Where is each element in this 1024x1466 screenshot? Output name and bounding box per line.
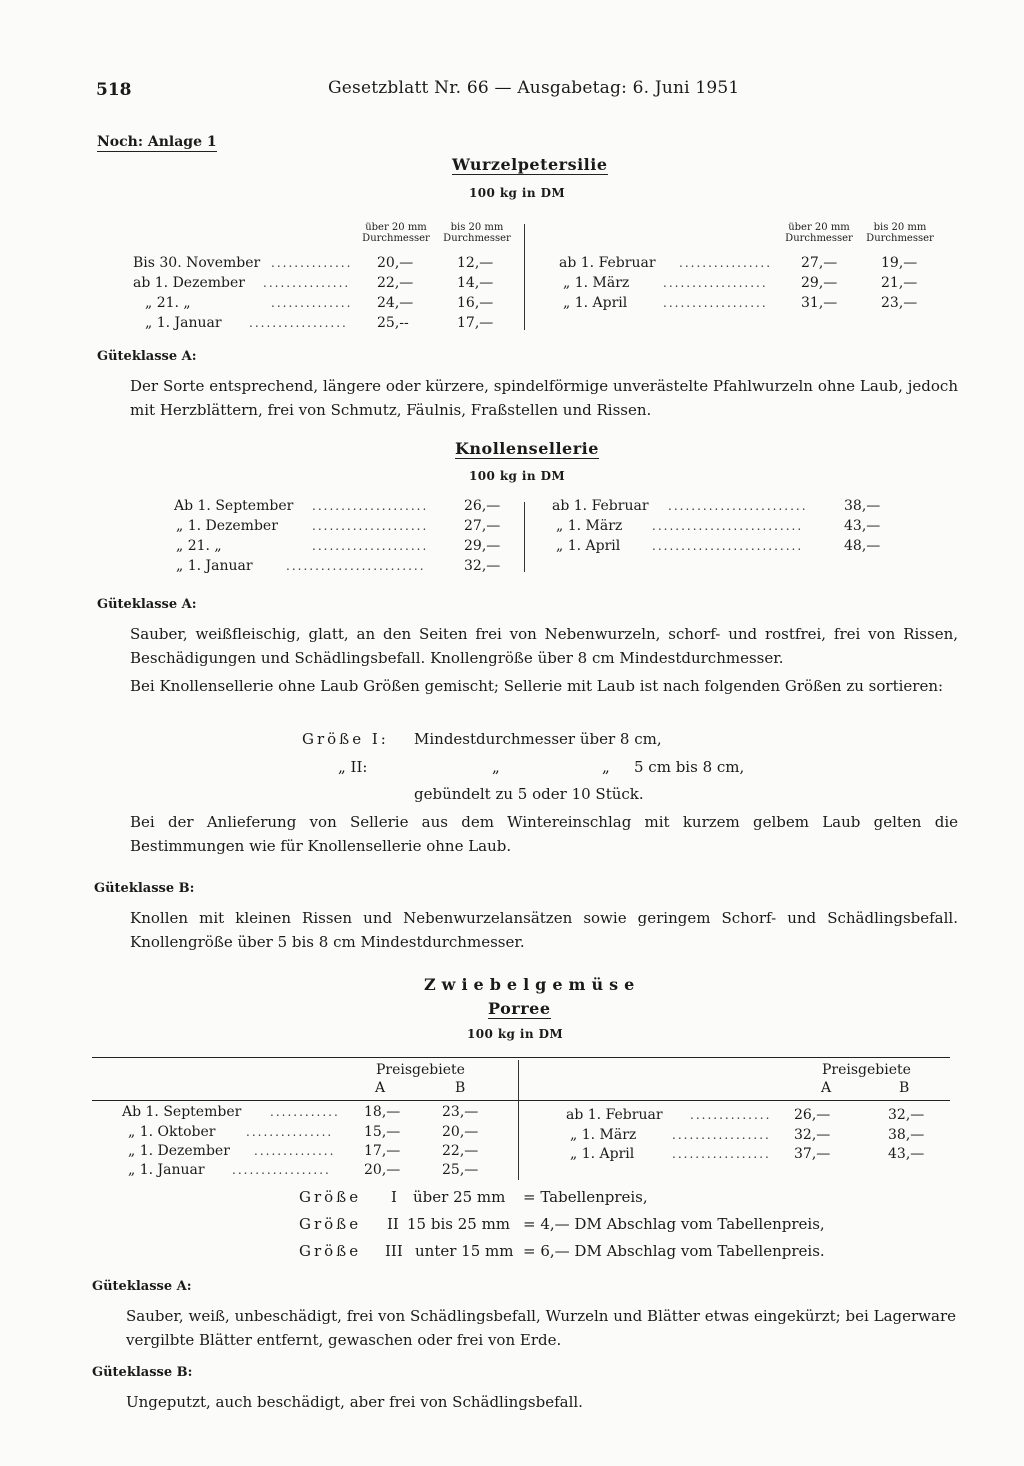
knollensellerie-grade-a-text1: Sauber, weißfleischig, glatt, an den Seiten frei von Nebenwurzeln, schorf- und rostfrei, frei von Rissen, Beschädigungen und Schädlingsbefall. Knollengröße über 8 cm Mindestdurchmesser. xyxy=(130,625,958,667)
leader-dots: ........................ xyxy=(286,559,426,573)
leader-dots: .................... xyxy=(312,519,429,533)
price-over: 20,— xyxy=(377,255,414,271)
size-class: II xyxy=(387,1215,399,1233)
price-a: 20,— xyxy=(364,1162,401,1178)
leader-dots: ................. xyxy=(232,1163,331,1177)
table-row xyxy=(133,274,503,293)
table-row xyxy=(122,1161,502,1180)
leader-dots: .................... xyxy=(312,499,429,513)
table-row xyxy=(552,537,892,556)
table-row xyxy=(552,497,892,516)
size-class: I xyxy=(391,1188,397,1206)
knollensellerie-grade-a-text2: Bei Knollensellerie ohne Laub Größen gemischt; Sellerie mit Laub ist nach folgenden Größen zu sortieren: xyxy=(130,677,944,695)
row-label: „ 1. März xyxy=(563,275,630,291)
porree-unit: 100 kg in DM xyxy=(467,1027,564,1041)
table-row xyxy=(566,1145,946,1164)
size-label: Größe xyxy=(299,1215,362,1233)
leader-dots: ................. xyxy=(672,1128,771,1142)
table-row xyxy=(559,294,939,313)
leader-dots: .................. xyxy=(663,296,768,310)
size-bundle-text: gebündelt zu 5 oder 10 Stück. xyxy=(414,785,644,803)
table-row xyxy=(559,274,939,293)
porree-title: Porree xyxy=(488,999,551,1018)
table-row xyxy=(174,557,504,576)
annex-label: Noch: Anlage 1 xyxy=(97,134,217,150)
size-range: 15 bis 25 mm xyxy=(407,1215,511,1233)
row-label: „ 1. April xyxy=(563,295,628,311)
price-b: 22,— xyxy=(442,1143,479,1159)
price: 43,— xyxy=(844,518,881,534)
wurzelpetersilie-grade-a-text: Der Sorte entsprechend, längere oder kürzere, spindelförmige unverästelte Pfahlwurzeln ohne Laub, jedoch mit Herzblättern, frei von Schmutz, Fäulnis, Fraßstellen und Rissen. xyxy=(130,377,958,419)
size-label: Größe I: xyxy=(302,730,389,748)
row-label: „ 1. März xyxy=(556,518,623,534)
row-label: Ab 1. September xyxy=(174,498,294,514)
price-areas-right: Preisgebiete xyxy=(822,1062,911,1078)
row-label: „ 1. Januar xyxy=(145,315,222,331)
table-row xyxy=(122,1142,502,1161)
size-class: III xyxy=(385,1242,403,1260)
leader-dots: .......................... xyxy=(652,539,804,553)
leader-dots: ............ xyxy=(270,1105,340,1119)
price: 26,— xyxy=(464,498,501,514)
price-over: 29,— xyxy=(801,275,838,291)
page-number: 518 xyxy=(96,80,132,100)
price-over: 24,— xyxy=(377,295,414,311)
size-2-ditto-1: „ xyxy=(492,758,500,776)
leader-dots: .................... xyxy=(312,539,429,553)
row-label: ab 1. Februar xyxy=(566,1107,663,1123)
leader-dots: ................. xyxy=(249,316,348,330)
leader-dots: ............... xyxy=(263,276,351,290)
price-under: 12,— xyxy=(457,255,494,271)
row-label: „ 21. „ xyxy=(145,295,191,311)
price-area-b-right: B xyxy=(899,1080,910,1096)
column-divider xyxy=(524,224,525,330)
knollensellerie-grade-b-text: Knollen mit kleinen Rissen und Nebenwurzelansätzen sowie geringem Schorf- und Schädlingsbefall. Knollengröße über 5 bis 8 cm Mindestdurchmesser. xyxy=(130,909,958,951)
table-row xyxy=(174,517,504,536)
size-range: über 25 mm xyxy=(413,1188,506,1206)
col-header-over-20mm-right: über 20 mm Durchmesser xyxy=(785,222,853,244)
size-2-text: 5 cm bis 8 cm, xyxy=(634,758,745,776)
page-header-title: Gesetzblatt Nr. 66 — Ausgabetag: 6. Juni 1951 xyxy=(328,78,740,98)
table-row xyxy=(133,314,503,333)
size-2-ditto-2: „ xyxy=(602,758,610,776)
row-label: „ 1. Oktober xyxy=(128,1124,216,1140)
price-under: 17,— xyxy=(457,315,494,331)
column-divider xyxy=(518,1060,519,1180)
row-label: ab 1. Februar xyxy=(552,498,649,514)
size-result: = Tabellenpreis, xyxy=(523,1188,648,1206)
size-result: = 4,— DM Abschlag vom Tabellenpreis, xyxy=(523,1215,825,1233)
leader-dots: .............. xyxy=(271,296,353,310)
knollensellerie-grade-b-label: Güteklasse B: xyxy=(94,881,195,896)
wurzelpetersilie-grade-a-label: Güteklasse A: xyxy=(97,349,197,364)
porree-size-row-2 xyxy=(299,1215,825,1233)
table-row xyxy=(133,254,503,273)
price-under: 23,— xyxy=(881,295,918,311)
table-row xyxy=(133,294,503,313)
price-under: 16,— xyxy=(457,295,494,311)
col-header-under-20mm: bis 20 mm Durchmesser xyxy=(443,222,511,244)
leader-dots: ................. xyxy=(672,1147,771,1161)
table-row xyxy=(552,517,892,536)
leader-dots: .............. xyxy=(271,256,353,270)
price-b: 32,— xyxy=(888,1107,925,1123)
row-label: ab 1. Dezember xyxy=(133,275,245,291)
price: 38,— xyxy=(844,498,881,514)
size-label: Größe xyxy=(299,1188,362,1206)
price: 32,— xyxy=(464,558,501,574)
row-label: „ 1. Januar xyxy=(176,558,253,574)
table-row xyxy=(174,537,504,556)
price-area-a-left: A xyxy=(375,1080,386,1096)
knollensellerie-grade-a-label: Güteklasse A: xyxy=(97,597,197,612)
table-row xyxy=(566,1106,946,1125)
porree-size-row-1 xyxy=(299,1188,648,1206)
row-label: Ab 1. September xyxy=(122,1104,242,1120)
price-b: 43,— xyxy=(888,1146,925,1162)
table-row xyxy=(122,1123,502,1142)
price-a: 18,— xyxy=(364,1104,401,1120)
price-a: 37,— xyxy=(794,1146,831,1162)
size-range: unter 15 mm xyxy=(415,1242,514,1260)
leader-dots: ............... xyxy=(246,1125,334,1139)
column-divider xyxy=(524,502,525,572)
price-area-b-left: B xyxy=(455,1080,466,1096)
price-a: 17,— xyxy=(364,1143,401,1159)
size-1-label xyxy=(302,730,389,748)
price-over: 31,— xyxy=(801,295,838,311)
price-a: 15,— xyxy=(364,1124,401,1140)
col-header-under-20mm-right: bis 20 mm Durchmesser xyxy=(866,222,934,244)
price-b: 25,— xyxy=(442,1162,479,1178)
wurzelpetersilie-unit: 100 kg in DM xyxy=(469,186,566,200)
row-label: „ 1. Dezember xyxy=(128,1143,230,1159)
porree-grade-a-text: Sauber, weiß, unbeschädigt, frei von Schädlingsbefall, Wurzeln und Blätter etwas eingekürzt; bei Lagerware vergilbte Blätter entfernt, gewaschen oder frei von Erde. xyxy=(126,1307,956,1349)
price: 27,— xyxy=(464,518,501,534)
size-label: Größe xyxy=(299,1242,362,1260)
row-label: „ 1. April xyxy=(570,1146,635,1162)
row-label: Bis 30. November xyxy=(133,255,261,271)
table-header-rule xyxy=(92,1100,950,1101)
price: 48,— xyxy=(844,538,881,554)
price-over: 22,— xyxy=(377,275,414,291)
porree-grade-b-text: Ungeputzt, auch beschädigt, aber frei von Schädlingsbefall. xyxy=(126,1393,583,1411)
porree-size-row-3 xyxy=(299,1242,825,1260)
col-header-over-20mm: über 20 mm Durchmesser xyxy=(362,222,430,244)
row-label: „ 21. „ xyxy=(176,538,222,554)
knollensellerie-grade-a-text3: Bei der Anlieferung von Sellerie aus dem Wintereinschlag mit kurzem gelbem Laub gelten die Bestimmungen wie für Knollensellerie ohne Laub. xyxy=(130,813,958,855)
price-a: 32,— xyxy=(794,1127,831,1143)
porree-grade-b-label: Güteklasse B: xyxy=(92,1365,193,1380)
wurzelpetersilie-title: Wurzelpetersilie xyxy=(452,155,608,174)
leader-dots: .............. xyxy=(690,1108,772,1122)
price-over: 27,— xyxy=(801,255,838,271)
price-under: 21,— xyxy=(881,275,918,291)
row-label: ab 1. Februar xyxy=(559,255,656,271)
price-areas-left: Preisgebiete xyxy=(376,1062,465,1078)
leader-dots: ........................ xyxy=(668,499,808,513)
row-label: „ 1. Januar xyxy=(128,1162,205,1178)
leader-dots: .................. xyxy=(663,276,768,290)
price-under: 14,— xyxy=(457,275,494,291)
zwiebelgemuese-title: Zwiebelgemüse xyxy=(424,975,641,994)
knollensellerie-unit: 100 kg in DM xyxy=(469,469,566,483)
size-2-label: „ II: xyxy=(338,758,368,776)
leader-dots: .............. xyxy=(254,1144,336,1158)
table-row xyxy=(559,254,939,273)
table-top-rule xyxy=(92,1057,950,1058)
leader-dots: ................ xyxy=(679,256,773,270)
table-row xyxy=(122,1103,502,1122)
row-label: „ 1. März xyxy=(570,1127,637,1143)
price-b: 38,— xyxy=(888,1127,925,1143)
price-a: 26,— xyxy=(794,1107,831,1123)
price: 29,— xyxy=(464,538,501,554)
size-1-text: Mindestdurchmesser über 8 cm, xyxy=(414,730,662,748)
price-b: 23,— xyxy=(442,1104,479,1120)
leader-dots: .......................... xyxy=(652,519,804,533)
row-label: „ 1. April xyxy=(556,538,621,554)
porree-grade-a-label: Güteklasse A: xyxy=(92,1279,192,1294)
price-under: 19,— xyxy=(881,255,918,271)
row-label: „ 1. Dezember xyxy=(176,518,278,534)
price-area-a-right: A xyxy=(821,1080,832,1096)
knollensellerie-title: Knollensellerie xyxy=(455,439,599,458)
table-row xyxy=(174,497,504,516)
size-result: = 6,— DM Abschlag vom Tabellenpreis. xyxy=(523,1242,825,1260)
price-b: 20,— xyxy=(442,1124,479,1140)
price-over: 25,-- xyxy=(377,315,409,331)
table-row xyxy=(566,1126,946,1145)
